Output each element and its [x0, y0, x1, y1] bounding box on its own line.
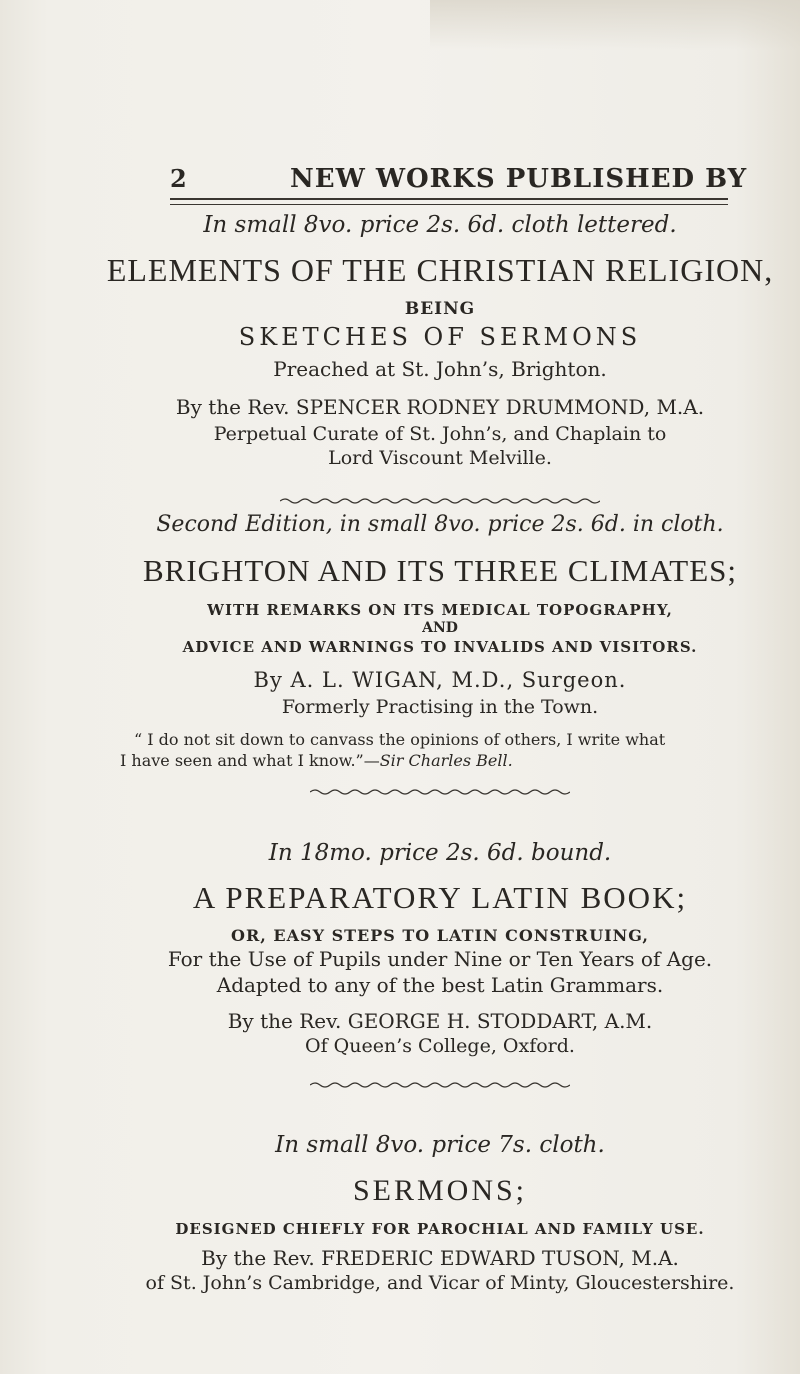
book-title: BRIGHTON AND ITS THREE CLIMATES; — [142, 553, 738, 588]
subtitle-adapted: Adapted to any of the best Latin Grammars. — [216, 973, 664, 997]
author-line: By A. L. WIGAN, M.D., Surgeon. — [253, 668, 627, 692]
quote-line: “ I do not sit down to canvass the opinions of others, I write what — [134, 730, 666, 749]
subtitle-advice: ADVICE AND WARNINGS TO INVALIDS AND VISITORS. — [182, 638, 698, 656]
quote-attribution: Sir Charles Bell. — [379, 751, 513, 770]
paper-stain — [430, 0, 800, 50]
subtitle-being: BEING — [404, 299, 476, 319]
author-line: By the Rev. SPENCER RODNEY DRUMMOND, M.A. — [175, 395, 705, 419]
author-detail: Of Queen’s College, Oxford. — [305, 1035, 575, 1057]
author-detail: Formerly Practising in the Town. — [281, 696, 599, 718]
book-entry-sermons — [100, 1132, 780, 1294]
subtitle-use: For the Use of Pupils under Nine or Ten Years of Age. — [167, 947, 713, 971]
wavy-divider — [310, 1081, 570, 1089]
subtitle-easy-steps: OR, EASY STEPS TO LATIN CONSTRUING, — [231, 926, 649, 945]
wavy-divider — [280, 497, 600, 505]
format-line: In small 8vo. price 7s. cloth. — [275, 1132, 605, 1158]
author-detail: of St. John’s Cambridge, and Vicar of Minty, Gloucestershire. — [145, 1272, 735, 1294]
book-title: ELEMENTS OF THE CHRISTIAN RELIGION, — [106, 252, 774, 288]
quote-line — [100, 751, 780, 770]
running-head: NEW WORKS PUBLISHED BY — [290, 164, 748, 194]
author-detail: Perpetual Curate of St. John’s, and Chaplain to — [213, 423, 667, 445]
format-line: In small 8vo. price 2s. 6d. cloth lettered. — [203, 212, 677, 238]
book-title: SERMONS; — [352, 1174, 528, 1207]
subtitle-and: AND — [422, 620, 458, 636]
book-title: A PREPARATORY LATIN BOOK; — [192, 880, 688, 915]
wavy-divider — [310, 788, 570, 796]
quote-text: I have seen and what I know.”— — [120, 751, 380, 770]
book-entry-brighton — [100, 512, 780, 796]
subtitle-preached: Preached at St. John’s, Brighton. — [273, 357, 607, 381]
book-entry-elements — [100, 212, 780, 505]
subtitle-remarks: WITH REMARKS ON ITS MEDICAL TOPOGRAPHY, — [207, 601, 673, 619]
author-line: By the Rev. GEORGE H. STODDART, A.M. — [227, 1009, 653, 1033]
subtitle-sketches: SKETCHES OF SERMONS — [238, 323, 642, 351]
author-detail: Lord Viscount Melville. — [328, 447, 552, 469]
book-entry-latin — [100, 840, 780, 1089]
page-number: 2 — [170, 164, 187, 193]
author-line: By the Rev. FREDERIC EDWARD TUSON, M.A. — [201, 1246, 679, 1270]
format-line: Second Edition, in small 8vo. price 2s. 6d. in cloth. — [156, 512, 724, 537]
subtitle-designed: DESIGNED CHIEFLY FOR PAROCHIAL AND FAMILY USE. — [175, 1220, 705, 1238]
format-line: In 18mo. price 2s. 6d. bound. — [268, 840, 612, 866]
header-rule — [170, 198, 728, 205]
